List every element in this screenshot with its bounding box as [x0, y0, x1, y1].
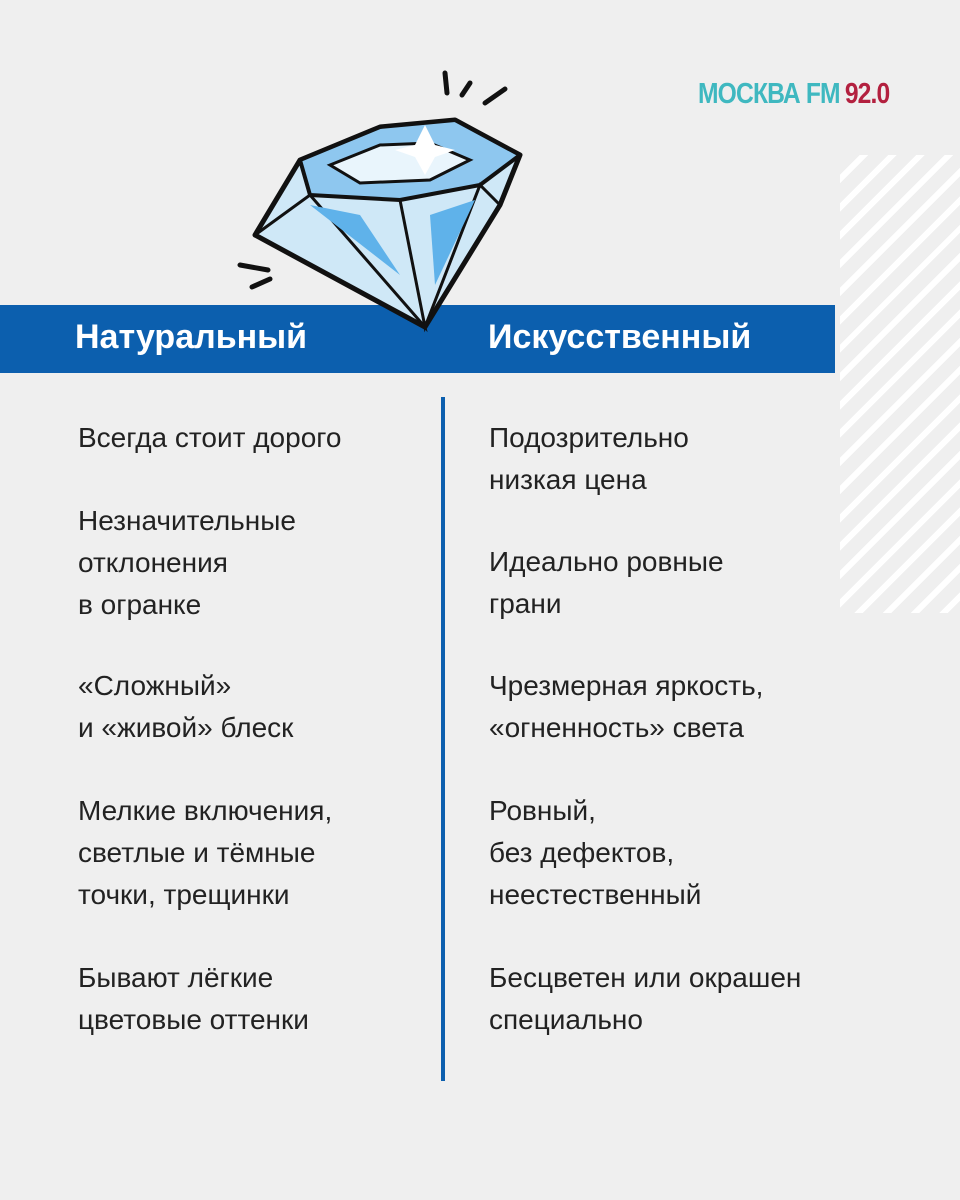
diamond-illustration [230, 65, 530, 335]
natural-item: Незначительные отклонения в огранке [78, 505, 296, 620]
natural-item: «Сложный» и «живой» блеск [78, 670, 294, 743]
column-divider [441, 397, 445, 1081]
natural-item: Мелкие включения, светлые и тёмные точки, трещинки [78, 795, 333, 910]
artificial-item: Подозрительно низкая цена [489, 422, 689, 495]
header-artificial: Искусственный [488, 318, 752, 356]
artificial-item: Чрезмерная яркость, «огненность» света [489, 670, 764, 743]
natural-item: Всегда стоит дорого [78, 422, 342, 453]
header-natural: Натуральный [75, 318, 308, 356]
artificial-item: Идеально ровные грани [489, 546, 724, 619]
artificial-item: Ровный, без дефектов, неестественный [489, 795, 702, 910]
artificial-item: Бесцветен или окрашен специально [489, 962, 802, 1035]
natural-item: Бывают лёгкие цветовые оттенки [78, 962, 309, 1035]
decorative-stripes [840, 155, 960, 613]
logo: МОСКВА FM 92.0 [698, 78, 890, 110]
